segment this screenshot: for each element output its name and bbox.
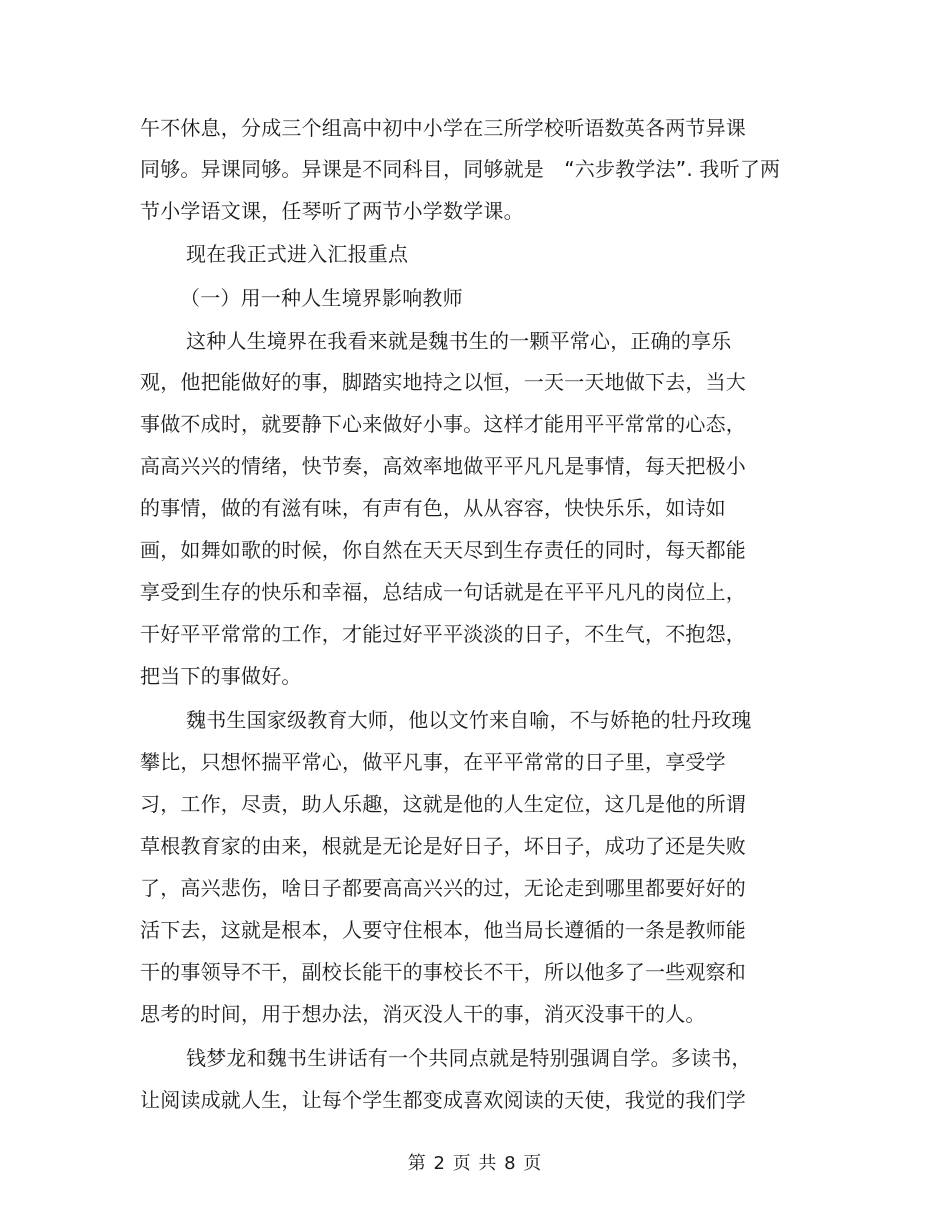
- text-line: 午不休息，分成三个组高中初中小学在三所学校听语数英各两节异课: [140, 116, 746, 140]
- text-line: 让阅读成就人生，让每个学生都变成喜欢阅读的天使，我觉的我们学: [140, 1088, 746, 1112]
- text-line: 魏书生国家级教育大师，他以文竹来自喻，不与娇艳的牡丹玫瑰: [186, 708, 752, 732]
- text-line: 高高兴兴的情绪，快节奏，高效率地做平平凡凡是事情，每天把极小: [140, 454, 746, 478]
- text-line: 同够。异课同够。异课是不同科目，同够就是 “六步教学法”. 我听了两: [140, 157, 781, 181]
- text-line: 习，工作，尽责，助人乐趣，这就是他的人生定位，这几是他的所谓: [140, 792, 746, 816]
- text-line: 钱梦龙和魏书生讲话有一个共同点就是特别强调自学。多读书，: [186, 1046, 752, 1070]
- text-line: 观，他把能做好的事，脚踏实地持之以恒，一天一天地做下去，当大: [140, 370, 746, 394]
- text-line: 把当下的事做好。: [140, 664, 302, 688]
- text-line: 这种人生境界在我看来就是魏书生的一颗平常心，正确的享乐: [186, 329, 732, 353]
- text-line: 草根教育家的由来，根就是无论是好日子，坏日子，成功了还是失败: [140, 834, 746, 858]
- text-line: 事做不成时，就要静下心来做好小事。这样才能用平平常常的心态，: [140, 412, 746, 436]
- text-line: 攀比，只想怀揣平常心，做平凡事，在平平常常的日子里，享受学: [140, 750, 726, 774]
- text-line: 享受到生存的快乐和幸福，总结成一句话就是在平平凡凡的岗位上，: [140, 580, 746, 604]
- section-intro: 现在我正式进入汇报重点: [186, 242, 409, 266]
- text-line: 活下去，这就是根本，人要守住根本，他当局长遵循的一条是教师能: [140, 918, 746, 942]
- section-heading: （一）用一种人生境界影响教师: [180, 286, 463, 310]
- text-line: 干好平平常常的工作，才能过好平平淡淡的日子，不生气，不抱怨，: [140, 622, 746, 646]
- text-line: 干的事领导不干，副校长能干的事校长不干，所以他多了一些观察和: [140, 960, 746, 984]
- text-line: 了，高兴悲伤，啥日子都要高高兴兴的过，无论走到哪里都要好好的: [140, 876, 746, 900]
- text-line: 思考的时间，用于想办法，消灭没人干的事，消灭没事干的人。: [140, 1002, 706, 1026]
- text-line: 的事情，做的有滋有味，有声有色，从从容容，快快乐乐，如诗如: [140, 496, 726, 520]
- text-line: 节小学语文课，任琴听了两节小学数学课。: [140, 199, 524, 223]
- page-number-footer: 第 2 页 共 8 页: [407, 1153, 543, 1174]
- text-line: 画，如舞如歌的时候，你自然在天天尽到生存责任的同时，每天都能: [140, 538, 746, 562]
